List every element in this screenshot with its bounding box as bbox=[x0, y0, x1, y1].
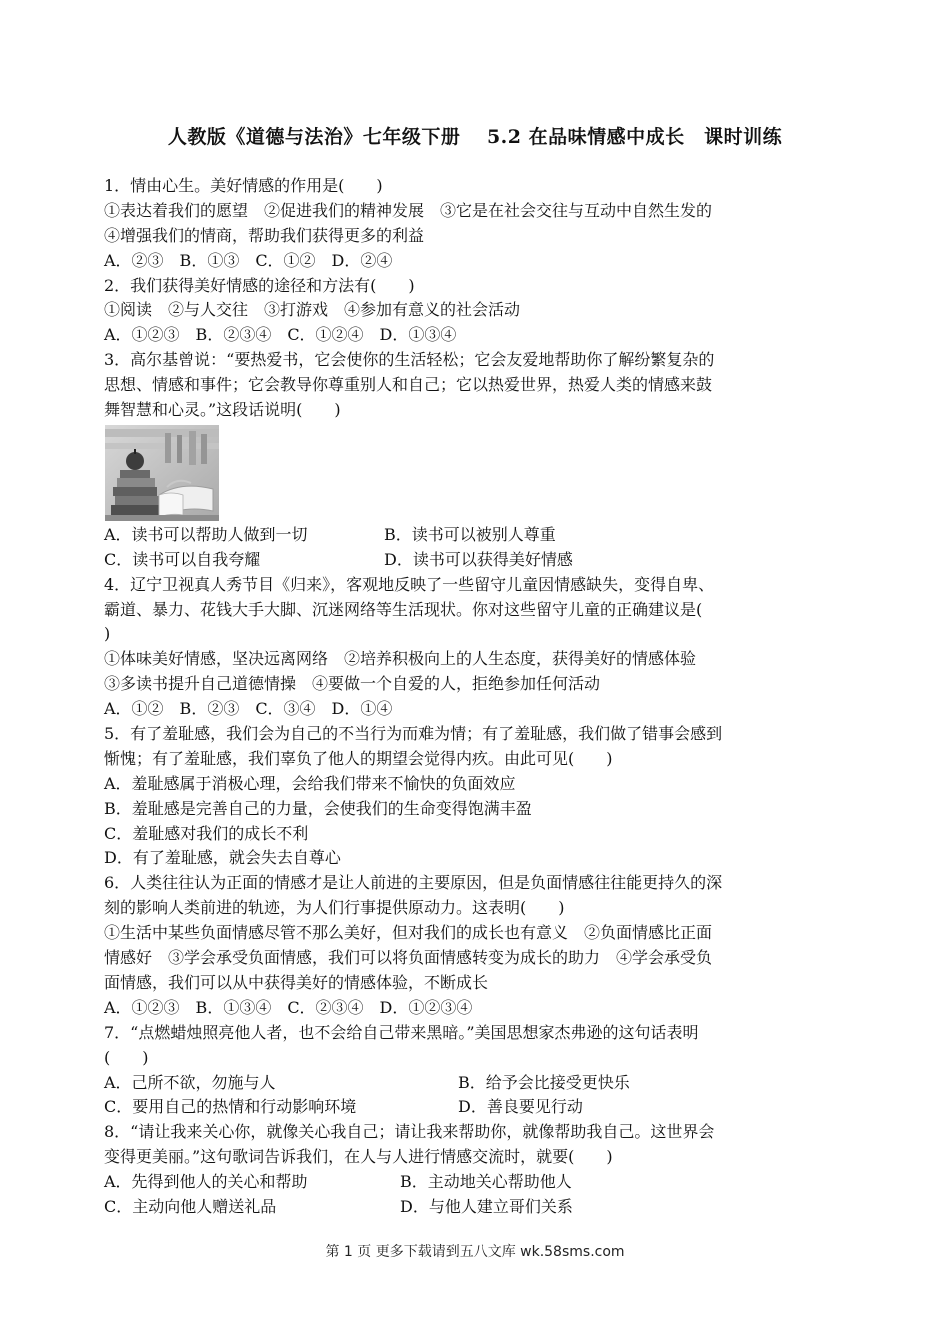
q6-options: A．①②③ B．①③④ C．②③④ D．①②③④ bbox=[104, 997, 473, 1017]
q4-options: A．①② B．②③ C．③④ D．①④ bbox=[104, 699, 393, 719]
q5-option-c: C．羞耻感对我们的成长不利 bbox=[104, 823, 309, 843]
q7-option-b: B．给予会比接受更快乐 bbox=[458, 1072, 630, 1092]
q7-options-row-1 bbox=[104, 1071, 849, 1096]
q7-option-a: A．己所不欲，勿施与人 bbox=[104, 1072, 276, 1092]
q8-option-a: A．先得到他人的关心和帮助 bbox=[104, 1172, 308, 1192]
q2-stem: 2．我们获得美好情感的途径和方法有( ) bbox=[104, 275, 415, 295]
books-apple-photo bbox=[105, 425, 219, 521]
q1-statements-2: ④增强我们的情商，帮助我们获得更多的利益 bbox=[104, 225, 425, 245]
q3-option-b: B．读书可以被别人尊重 bbox=[384, 524, 556, 544]
q8-stem-line-1: 8．“请让我来关心你，就像关心我自己；请让我来帮助你，就像帮助我自己。这世界会 bbox=[104, 1122, 715, 1142]
q3-option-c: C．读书可以自我夸耀 bbox=[104, 549, 261, 569]
q8-option-d: D．与他人建立哥们关系 bbox=[400, 1196, 573, 1216]
q8-option-b: B．主动地关心帮助他人 bbox=[400, 1172, 572, 1192]
q2-options: A．①②③ B．②③④ C．①②④ D．①③④ bbox=[104, 325, 457, 345]
q3-stem-line-3: 舞智慧和心灵。”这段话说明( ) bbox=[104, 400, 341, 420]
q3-option-a: A．读书可以帮助人做到一切 bbox=[104, 524, 308, 544]
q3-stem-line-1: 3．高尔基曾说：“要热爱书，它会使你的生活轻松；它会友爱地帮助你了解纷繁复杂的 bbox=[104, 350, 715, 370]
q8-options-row-2 bbox=[104, 1195, 849, 1220]
q6-statements-3: 面情感，我们可以从中获得美好的情感体验，不断成长 bbox=[104, 972, 489, 992]
q4-stem-line-2: 霸道、暴力、花钱大手大脚、沉迷网络等生活现状。你对这些留守儿童的正确建议是( bbox=[104, 599, 703, 619]
q8-option-c: C．主动向他人赠送礼品 bbox=[104, 1196, 277, 1216]
q7-option-c: C．要用自己的热情和行动影响环境 bbox=[104, 1097, 357, 1117]
q5-stem-line-1: 5．有了羞耻感，我们会为自己的不当行为而难为情；有了羞耻感，我们做了错事会感到 bbox=[104, 724, 723, 744]
page-footer: 第 1 页 更多下载请到五八文库 wk.58sms.com bbox=[325, 1244, 625, 1260]
q6-statements-2: 情感好 ③学会承受负面情感，我们可以将负面情感转变为成长的助力 ④学会承受负 bbox=[104, 948, 713, 968]
q7-options-row-2 bbox=[104, 1095, 849, 1120]
q3-stem-line-2: 思想、情感和事件；它会教导你尊重别人和自己；它以热爱世界，热爱人类的情感来鼓 bbox=[104, 375, 713, 395]
q7-stem-line-1: 7．“点燃蜡烛照亮他人者，也不会给自己带来黑暗。”美国思想家杰弗逊的这句话表明 bbox=[104, 1022, 699, 1042]
q6-stem-line-2: 刻的影响人类前进的轨迹，为人们行事提供原动力。这表明( ) bbox=[104, 898, 565, 918]
page-title: 人教版《道德与法治》七年级下册 5.2 在品味情感中成长 课时训练 bbox=[167, 126, 783, 148]
q5-stem-line-2: 惭愧；有了羞耻感，我们辜负了他人的期望会觉得内疚。由此可见( ) bbox=[104, 748, 613, 768]
q7-option-d: D．善良要见行动 bbox=[458, 1097, 583, 1117]
q6-statements-1: ①生活中某些负面情感尽管不那么美好，但对我们的成长也有意义 ②负面情感比正面 bbox=[104, 923, 713, 943]
q3-options-row-1 bbox=[104, 523, 849, 548]
q4-stem-line-1: 4．辽宁卫视真人秀节目《归来》，客观地反映了一些留守儿童因情感缺失，变得自卑、 bbox=[104, 574, 715, 594]
q5-option-b: B．羞耻感是完善自己的力量，会使我们的生命变得饱满丰盈 bbox=[104, 798, 532, 818]
q8-options-row-1 bbox=[104, 1170, 849, 1195]
q3-option-d: D．读书可以获得美好情感 bbox=[384, 549, 573, 569]
q4-statements-1: ①体味美好情感，坚决远离网络 ②培养积极向上的人生态度，获得美好的情感体验 bbox=[104, 649, 697, 669]
q5-option-a: A．羞耻感属于消极心理，会给我们带来不愉快的负面效应 bbox=[104, 773, 516, 793]
q4-stem-line-3: ) bbox=[104, 624, 111, 644]
q1-stem: 1．情由心生。美好情感的作用是( ) bbox=[104, 176, 383, 195]
q3-options-row-2 bbox=[104, 548, 849, 573]
q7-stem-line-2: ( ) bbox=[104, 1047, 149, 1067]
q5-option-d: D．有了羞耻感，就会失去自尊心 bbox=[104, 848, 341, 868]
q4-statements-2: ③多读书提升自己道德情操 ④要做一个自爱的人，拒绝参加任何活动 bbox=[104, 674, 601, 694]
q8-stem-line-2: 变得更美丽。”这句歌词告诉我们，在人与人进行情感交流时，就要( ) bbox=[104, 1147, 613, 1167]
question-list bbox=[104, 174, 849, 1220]
q1-statements-1: ①表达着我们的愿望 ②促进我们的精神发展 ③它是在社会交往与互动中自然生发的 bbox=[104, 200, 713, 220]
q2-statements: ①阅读 ②与人交往 ③打游戏 ④参加有意义的社会活动 bbox=[104, 300, 521, 320]
q1-options: A．②③ B．①③ C．①② D．②④ bbox=[104, 250, 393, 270]
q6-stem-line-1: 6．人类往往认为正面的情感才是让人前进的主要原因，但是负面情感往往能更持久的深 bbox=[104, 873, 723, 893]
